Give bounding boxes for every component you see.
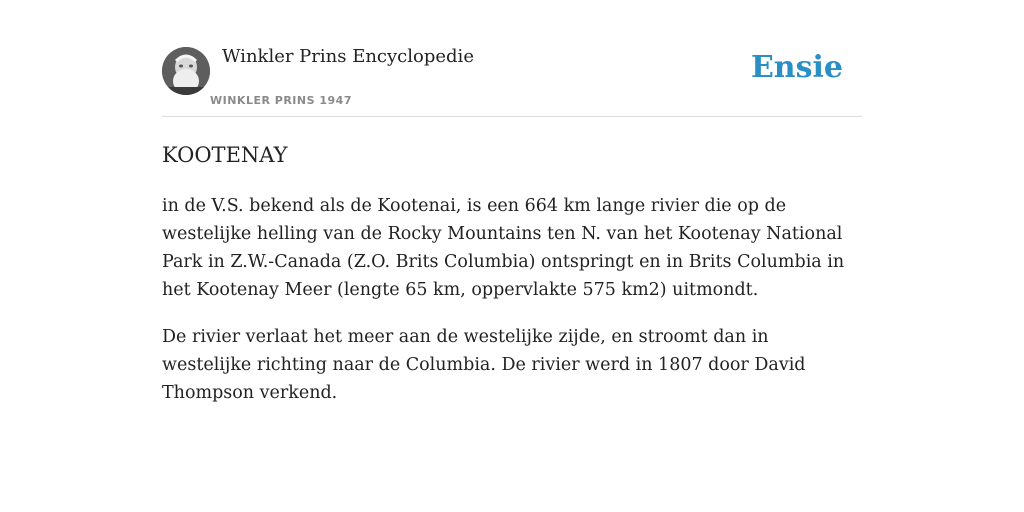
article-title: KOOTENAY bbox=[162, 143, 288, 167]
portrait-icon bbox=[162, 47, 210, 95]
brand-logo[interactable]: Ensie bbox=[750, 50, 843, 85]
article bbox=[162, 140, 862, 426]
article-paragraph: in de V.S. bekend als de Kootenai, is een 664 km lange rivier die op de westelijke helling van de Rocky Mountains ten N. van het Kootenay National Park in Z.W.-Canada (Z.O. Brits Columbia) ontspringt en in Brits Columbia in het Kootenay Meer (lengte 65 km, oppervlakte 575 km2) uitmondt. bbox=[162, 196, 845, 300]
site-subtitle[interactable]: WINKLER PRINS 1947 bbox=[210, 94, 352, 107]
author-avatar[interactable] bbox=[162, 47, 210, 95]
header bbox=[162, 40, 862, 117]
site-title[interactable]: Winkler Prins Encyclopedie bbox=[222, 46, 474, 67]
article-paragraph: De rivier verlaat het meer aan de westelijke zijde, en stroomt dan in westelijke richting naar de Columbia. De rivier werd in 1807 door David Thompson verkend. bbox=[162, 327, 806, 403]
